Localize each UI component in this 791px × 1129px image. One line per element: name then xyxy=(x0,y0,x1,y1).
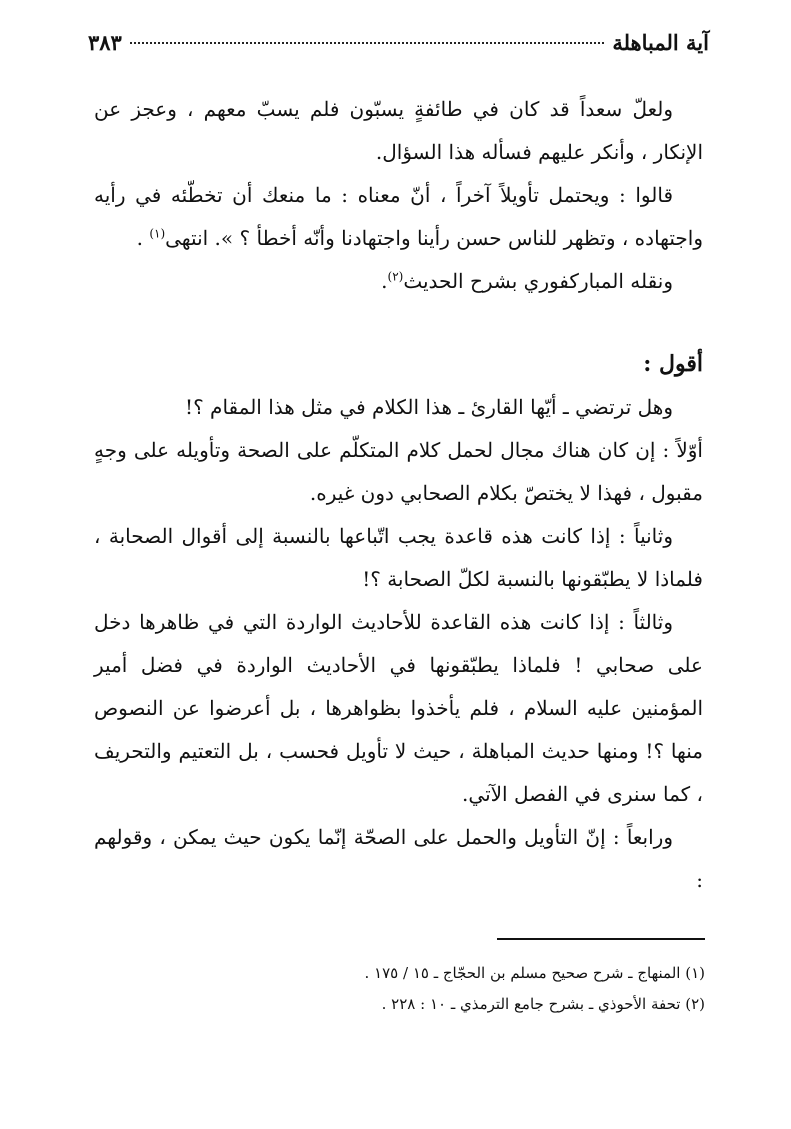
footnote-separator xyxy=(497,938,705,940)
body-text xyxy=(94,88,703,902)
page-number: ٣٨٣ xyxy=(88,30,122,55)
footnote-2: (٢) تحفة الأحوذي ـ بشرح جامع الترمذي ـ ١٠ : ٢٢٨ . xyxy=(381,995,705,1013)
section-heading: أقول : xyxy=(643,351,703,377)
paragraph-3 xyxy=(94,260,703,303)
paragraph-2-text: قالوا : ويحتمل تأويلاً آخراً ، أنّ معناه : ما منعك أن تخطّئه في رأيه واجتهاده ، وتظهر للناس حسن رأينا واجتهادنا وأنّه أخطأ ؟ ». انتهى xyxy=(94,183,703,250)
paragraph-6: وثانياً : إذا كانت هذه قاعدة يجب اتّباعها بالنسبة إلى أقوال الصحابة ، فلماذا لا يطبّقونها بالنسبة لكلّ الصحابة ؟! xyxy=(94,524,703,591)
paragraph-3-text: ونقله المباركفوري بشرح الحديث xyxy=(403,269,673,293)
footnote-ref-1: (١) xyxy=(149,226,166,241)
paragraph-2-tail: . xyxy=(136,226,150,250)
paragraph-3-tail: . xyxy=(381,269,388,293)
footnote-ref-2: (٢) xyxy=(387,269,404,284)
paragraph-8: ورابعاً : إنّ التأويل والحمل على الصحّة إنّما يكون حيث يمكن ، وقولهم : xyxy=(94,825,703,892)
footnote-1: (١) المنهاج ـ شرح صحيح مسلم بن الحجّاج ـ ١٥ / ١٧٥ . xyxy=(364,964,705,982)
paragraph-4: وهل ترتضي ـ أيّها القارئ ـ هذا الكلام في مثل هذا المقام ؟! xyxy=(185,395,673,419)
chapter-title: آية المباهلة xyxy=(612,30,709,55)
paragraph-7: وثالثاً : إذا كانت هذه القاعدة للأحاديث الواردة التي في ظاهرها دخل على صحابي ! فلماذا يطبّقونها في الأحاديث الواردة في فضل أمير المؤمنين عليه السلام ، فلم يأخذوا بظواهرها ، بل أعرضوا عن النصوص منها ؟! ومنها حديث المباهلة ، حيث لا تأويل فحسب ، بل التعتيم والتحريف ، كما سنرى في الفصل الآتي. xyxy=(94,610,703,806)
paragraph-1: ولعلّ سعداً قد كان في طائفةٍ يسبّون فلم يسبّ معهم ، وعجز عن الإنكار ، وأنكر عليهم فسأله هذا السؤال. xyxy=(94,97,703,164)
paragraph-5: أوّلاً : إن كان هناك مجال لحمل كلام المتكلّم على الصحة وتأويله على وجهٍ مقبول ، فهذا لا يختصّ بكلام الصحابي دون غيره. xyxy=(94,438,703,505)
paragraph-2 xyxy=(94,174,703,260)
header-dot-leader xyxy=(130,42,605,44)
running-header xyxy=(88,30,709,64)
footnotes xyxy=(94,958,705,1020)
